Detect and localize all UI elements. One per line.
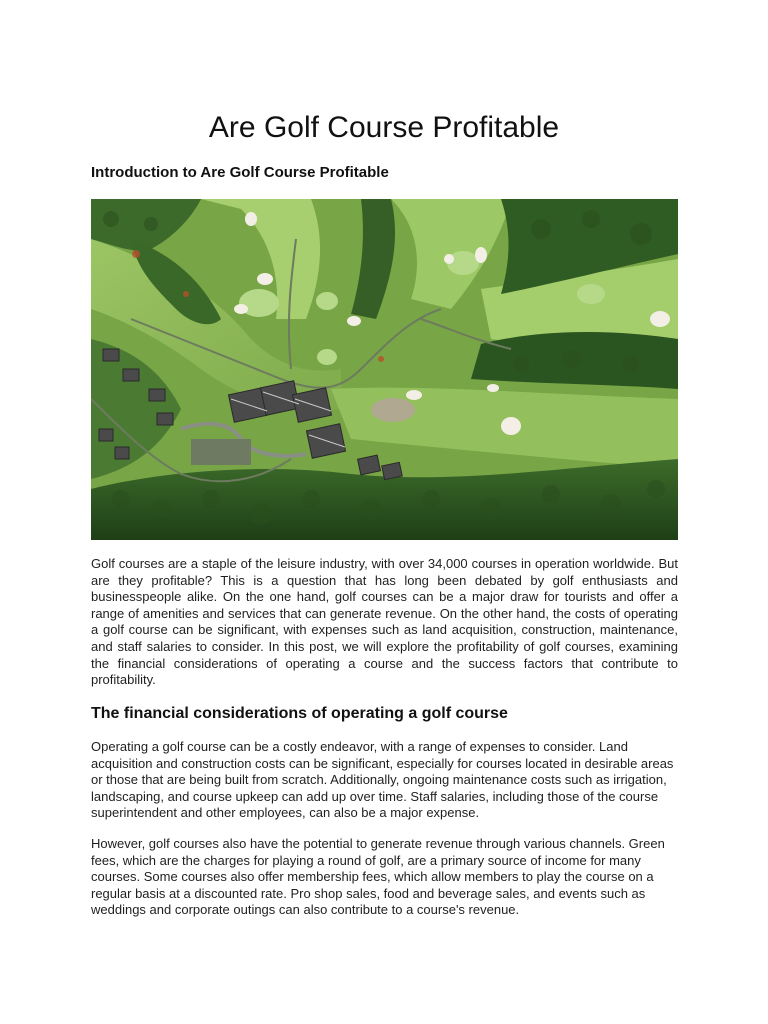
page-title: Are Golf Course Profitable [208, 111, 560, 144]
golf-course-aerial-photo [91, 199, 678, 540]
intro-paragraph: Golf courses are a staple of the leisure industry, with over 34,000 courses in operation worldwide. But are they profitable? This is a question that has long been debated by golf enthusiasts and businesspeople alike. On the one hand, golf courses can be a major draw for tourists and offer a range of amenities and services that can generate revenue. On the other hand, the costs of operating a golf course can be significant, with expenses such as land acquisition, construction, maintenance, and staff salaries to consider. In this post, we will explore the profitability of golf courses, examining the financial considerations of operating a course and the success factors that contribute to profitability. [91, 556, 678, 688]
body-paragraph-revenue: However, golf courses also have the potential to generate revenue through various channels. Green fees, which are the charges for playing a round of golf, are a primary source of income for many courses. Some courses also offer membership fees, which allow members to play the course on a regular basis at a discounted rate. Pro shop sales, food and beverage sales, and events such as weddings and corporate outings can also contribute to a course's revenue. [91, 836, 665, 918]
section-heading: The financial considerations of operating a golf course [91, 705, 508, 722]
intro-heading: Introduction to Are Golf Course Profitable [91, 164, 389, 181]
body-paragraph-expenses: Operating a golf course can be a costly endeavor, with a range of expenses to consider. Land acquisition and construction costs can be significant, especially for courses located in desirable areas or those that are being built from scratch. Additionally, ongoing maintenance costs such as irrigation, landscaping, and course upkeep can add up over time. Staff salaries, including those of the course superintendent and other employees, can also be a major expense. [91, 739, 674, 821]
